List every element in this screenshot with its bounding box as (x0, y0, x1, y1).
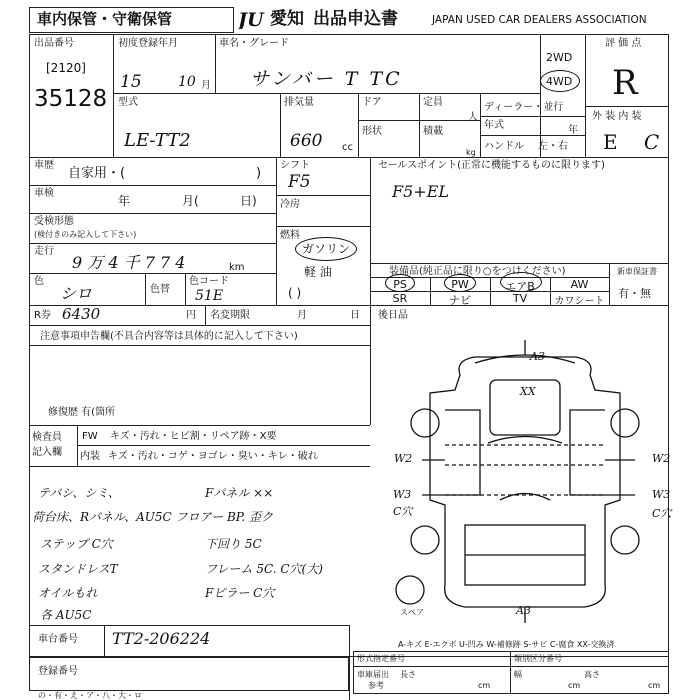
tax-month: 月 (297, 310, 307, 321)
color-value[interactable]: シロ (60, 284, 93, 303)
recycle-value[interactable]: 6430 (62, 305, 101, 323)
inspection-label: 車検 (34, 188, 54, 199)
equip-leather-seat[interactable]: カワシート (554, 296, 605, 307)
mark-right-top: W2 (652, 452, 671, 465)
history-value: 自家用・( (68, 166, 126, 181)
type-value[interactable]: LE-TT2 (124, 130, 191, 151)
dealer-year-label: 年式 (484, 120, 504, 131)
chassis-value[interactable]: TT2-206224 (112, 629, 211, 648)
seller-points-label: セールスポイント(正常に機能するものに限ります) (378, 160, 605, 171)
note-9: Fピラー C穴 (205, 586, 275, 600)
spare-tire-icon (396, 576, 424, 604)
seller-points-value[interactable]: F5+EL (392, 182, 449, 201)
mark-roof: A3 (530, 350, 545, 363)
shift-label: シフト (280, 160, 310, 171)
tax-label: 名変期限 (210, 310, 250, 321)
door-label: ドア (362, 97, 382, 108)
mark-right-mid-2: C穴 (652, 507, 672, 520)
lot-number: 35128 (34, 86, 108, 112)
width-label: 幅 (514, 670, 522, 679)
type-label: 型式 (118, 97, 138, 108)
inspector-label-2: 記入欄 (32, 447, 62, 458)
lot-label: 出品番号 (34, 38, 74, 49)
note-4: ステップ C穴 (40, 537, 113, 551)
displacement-label: 排気量 (284, 97, 314, 108)
width-unit: cm (568, 681, 581, 690)
category-plate-label: 類別区分番号 (514, 654, 562, 663)
wheel-front-right (611, 409, 639, 437)
note-2: Fパネル ×× (205, 486, 274, 500)
dealer-year-unit: 年 (568, 125, 578, 136)
equip-ps[interactable]: PS (393, 278, 407, 291)
ref1-label: 車庫届出 (357, 670, 389, 679)
equip-airbag-circle (500, 272, 542, 292)
grades-label: 外 装 内 装 (592, 111, 642, 122)
handle-label: ハンドル (484, 141, 524, 152)
recycle-unit: 円 (186, 310, 196, 321)
registration-month-unit: 月 (201, 80, 211, 91)
handle-options: 左・右 (538, 141, 568, 152)
equip-navi[interactable]: ナビ (449, 294, 471, 307)
note-1: テバシ、シミ、 (38, 486, 120, 500)
fuel-other: ( ) (288, 286, 302, 300)
equipment-label: 装備品(純正品に限り○をつけください) (389, 266, 566, 277)
inspector-int: 内装 (80, 451, 100, 462)
fuel-diesel[interactable]: 軽 油 (304, 265, 332, 279)
inspection-month: 月( (182, 194, 199, 208)
wheel-front-left (411, 409, 439, 437)
inspector-int-items: キズ・汚れ・コゲ・ヨゴレ・臭い・キレ・破れ (108, 451, 318, 462)
capacity-label: 定員 (423, 97, 443, 108)
car-right-door (570, 410, 605, 495)
displacement-value[interactable]: 660 (290, 131, 323, 151)
fuel-label: 燃料 (280, 230, 300, 241)
fuel-gasoline-circle (295, 237, 357, 261)
model-name[interactable]: サンバー T TC (250, 68, 403, 90)
note-6: スタンドレスT (38, 562, 118, 576)
evaluation-score[interactable]: R (612, 63, 638, 103)
ref2-label: 参考 (368, 681, 384, 690)
notes-label: 後日品 (378, 310, 408, 321)
conformity-note: (検付きのみ記入して下さい) (34, 230, 137, 239)
equip-pw-circle (444, 274, 476, 292)
mark-left-mid-2: C穴 (393, 505, 413, 518)
length-unit: cm (478, 681, 491, 690)
equip-tv[interactable]: TV (512, 292, 528, 305)
color-code[interactable]: 51E (195, 288, 224, 304)
ju-logo-icon (238, 9, 268, 29)
spare-label: スペア (400, 608, 424, 617)
drive-2wd[interactable]: 2WD (546, 51, 573, 64)
dealer-label: ディーラー・並行 (484, 102, 564, 113)
chassis-label: 車台番号 (38, 634, 78, 645)
fuel-gasoline[interactable]: ガソリン (302, 242, 351, 256)
displacement-unit: cc (342, 142, 353, 153)
equip-airbag[interactable]: エアB (505, 280, 535, 293)
color-label: 色 (34, 276, 44, 287)
drive-4wd[interactable]: 4WD (546, 75, 573, 88)
warranty-label: 新車保証書 (617, 267, 657, 276)
note-8: オイルもれ (38, 586, 98, 600)
mark-bottom: A3 (516, 604, 531, 617)
damage-legend: A-キズ E-エクボ U-凹み W-補修跡 S-サビ C-腐食 XX-交換済 (398, 640, 615, 649)
recycle-label: R券 (34, 310, 51, 321)
storage-label: 車内保管・守衛保管 (37, 10, 173, 28)
equip-aw[interactable]: AW (570, 278, 589, 291)
inspection-day: 日) (240, 194, 257, 208)
wheel-rear-left (411, 526, 439, 554)
note-5: 下回り 5C (205, 537, 262, 551)
load-label: 積載 (423, 126, 443, 137)
shift-value[interactable]: F5 (288, 172, 311, 192)
color-code-label: 色コード (189, 276, 229, 287)
note-10: 各 AU5C (40, 608, 92, 622)
registration-year[interactable]: 15 (120, 72, 142, 92)
mileage-unit: km (229, 262, 245, 273)
ju-logo-text: JU (238, 9, 264, 29)
wheel-rear-right (611, 526, 639, 554)
footer-bottom-row: の・有・え・ア・八・大・ロ (38, 691, 142, 700)
evaluation-label: 評 価 点 (605, 38, 642, 49)
mark-rear: XX (520, 385, 536, 398)
plate-label: 登録番号 (38, 666, 78, 677)
height-unit: cm (648, 681, 661, 690)
load-unit: kg (466, 148, 476, 157)
equip-pw[interactable]: PW (451, 278, 469, 291)
car-roof-line (475, 355, 575, 363)
tax-day: 日 (350, 310, 360, 321)
association: JAPAN USED CAR DEALERS ASSOCIATION (432, 14, 647, 26)
mark-left-mid: W3 (393, 488, 412, 501)
length-label: 長さ (400, 670, 416, 679)
car-windshield (488, 437, 562, 444)
inspector-fw: FW (82, 431, 98, 442)
note-3: 荷台床、Rパネル、AU5C フロアー BP. 歪ク (32, 510, 274, 524)
drive-4wd-circle (540, 70, 580, 92)
grade-interior[interactable]: C (644, 130, 660, 154)
equip-sr[interactable]: SR (392, 292, 408, 305)
brand: 愛知 (270, 9, 304, 29)
mileage-value[interactable]: 9 万 4 千 7 7 4 (72, 253, 186, 272)
equip-ps-circle (385, 274, 415, 292)
form-title: 出品申込書 (313, 9, 398, 29)
note-7: フレーム 5C. C穴(大) (205, 562, 323, 576)
grade-exterior[interactable]: E (603, 130, 618, 154)
cooler-label: 冷房 (280, 199, 300, 210)
capacity-unit: 人 (468, 112, 478, 123)
inspection-year: 年 (118, 194, 131, 208)
warranty-value: 有・無 (618, 287, 651, 300)
model-plate-label: 形式指定番号 (357, 654, 405, 663)
inspector-fw-items: キズ・汚れ・ヒビ割・リペア跡・X要 (110, 431, 277, 442)
shape-label: 形状 (362, 126, 382, 137)
height-label: 高さ (584, 670, 600, 679)
car-damage-diagram[interactable] (380, 335, 672, 635)
history-label: 車歴 (34, 160, 54, 171)
mileage-label: 走行 (34, 246, 54, 257)
registration-month[interactable]: 10 (178, 74, 196, 90)
mark-right-mid: W3 (652, 488, 671, 501)
mark-left: W2 (394, 452, 413, 465)
history-close: ) (256, 166, 262, 181)
model-label: 車名・グレード (219, 38, 289, 49)
conformity-label: 受検形態 (34, 216, 74, 227)
lot-code: [2120] (46, 61, 86, 75)
color-swap-label: 色替 (150, 284, 170, 295)
car-left-door (445, 410, 480, 495)
caution-repair: 修復歴 有(箇所 (48, 407, 116, 418)
registration-label: 初度登録年月 (118, 38, 178, 49)
caution-label: 注意事項申告欄(不具合内容等は具体的に記入して下さい) (40, 331, 298, 342)
inspector-label-1: 検査員 (32, 432, 62, 443)
